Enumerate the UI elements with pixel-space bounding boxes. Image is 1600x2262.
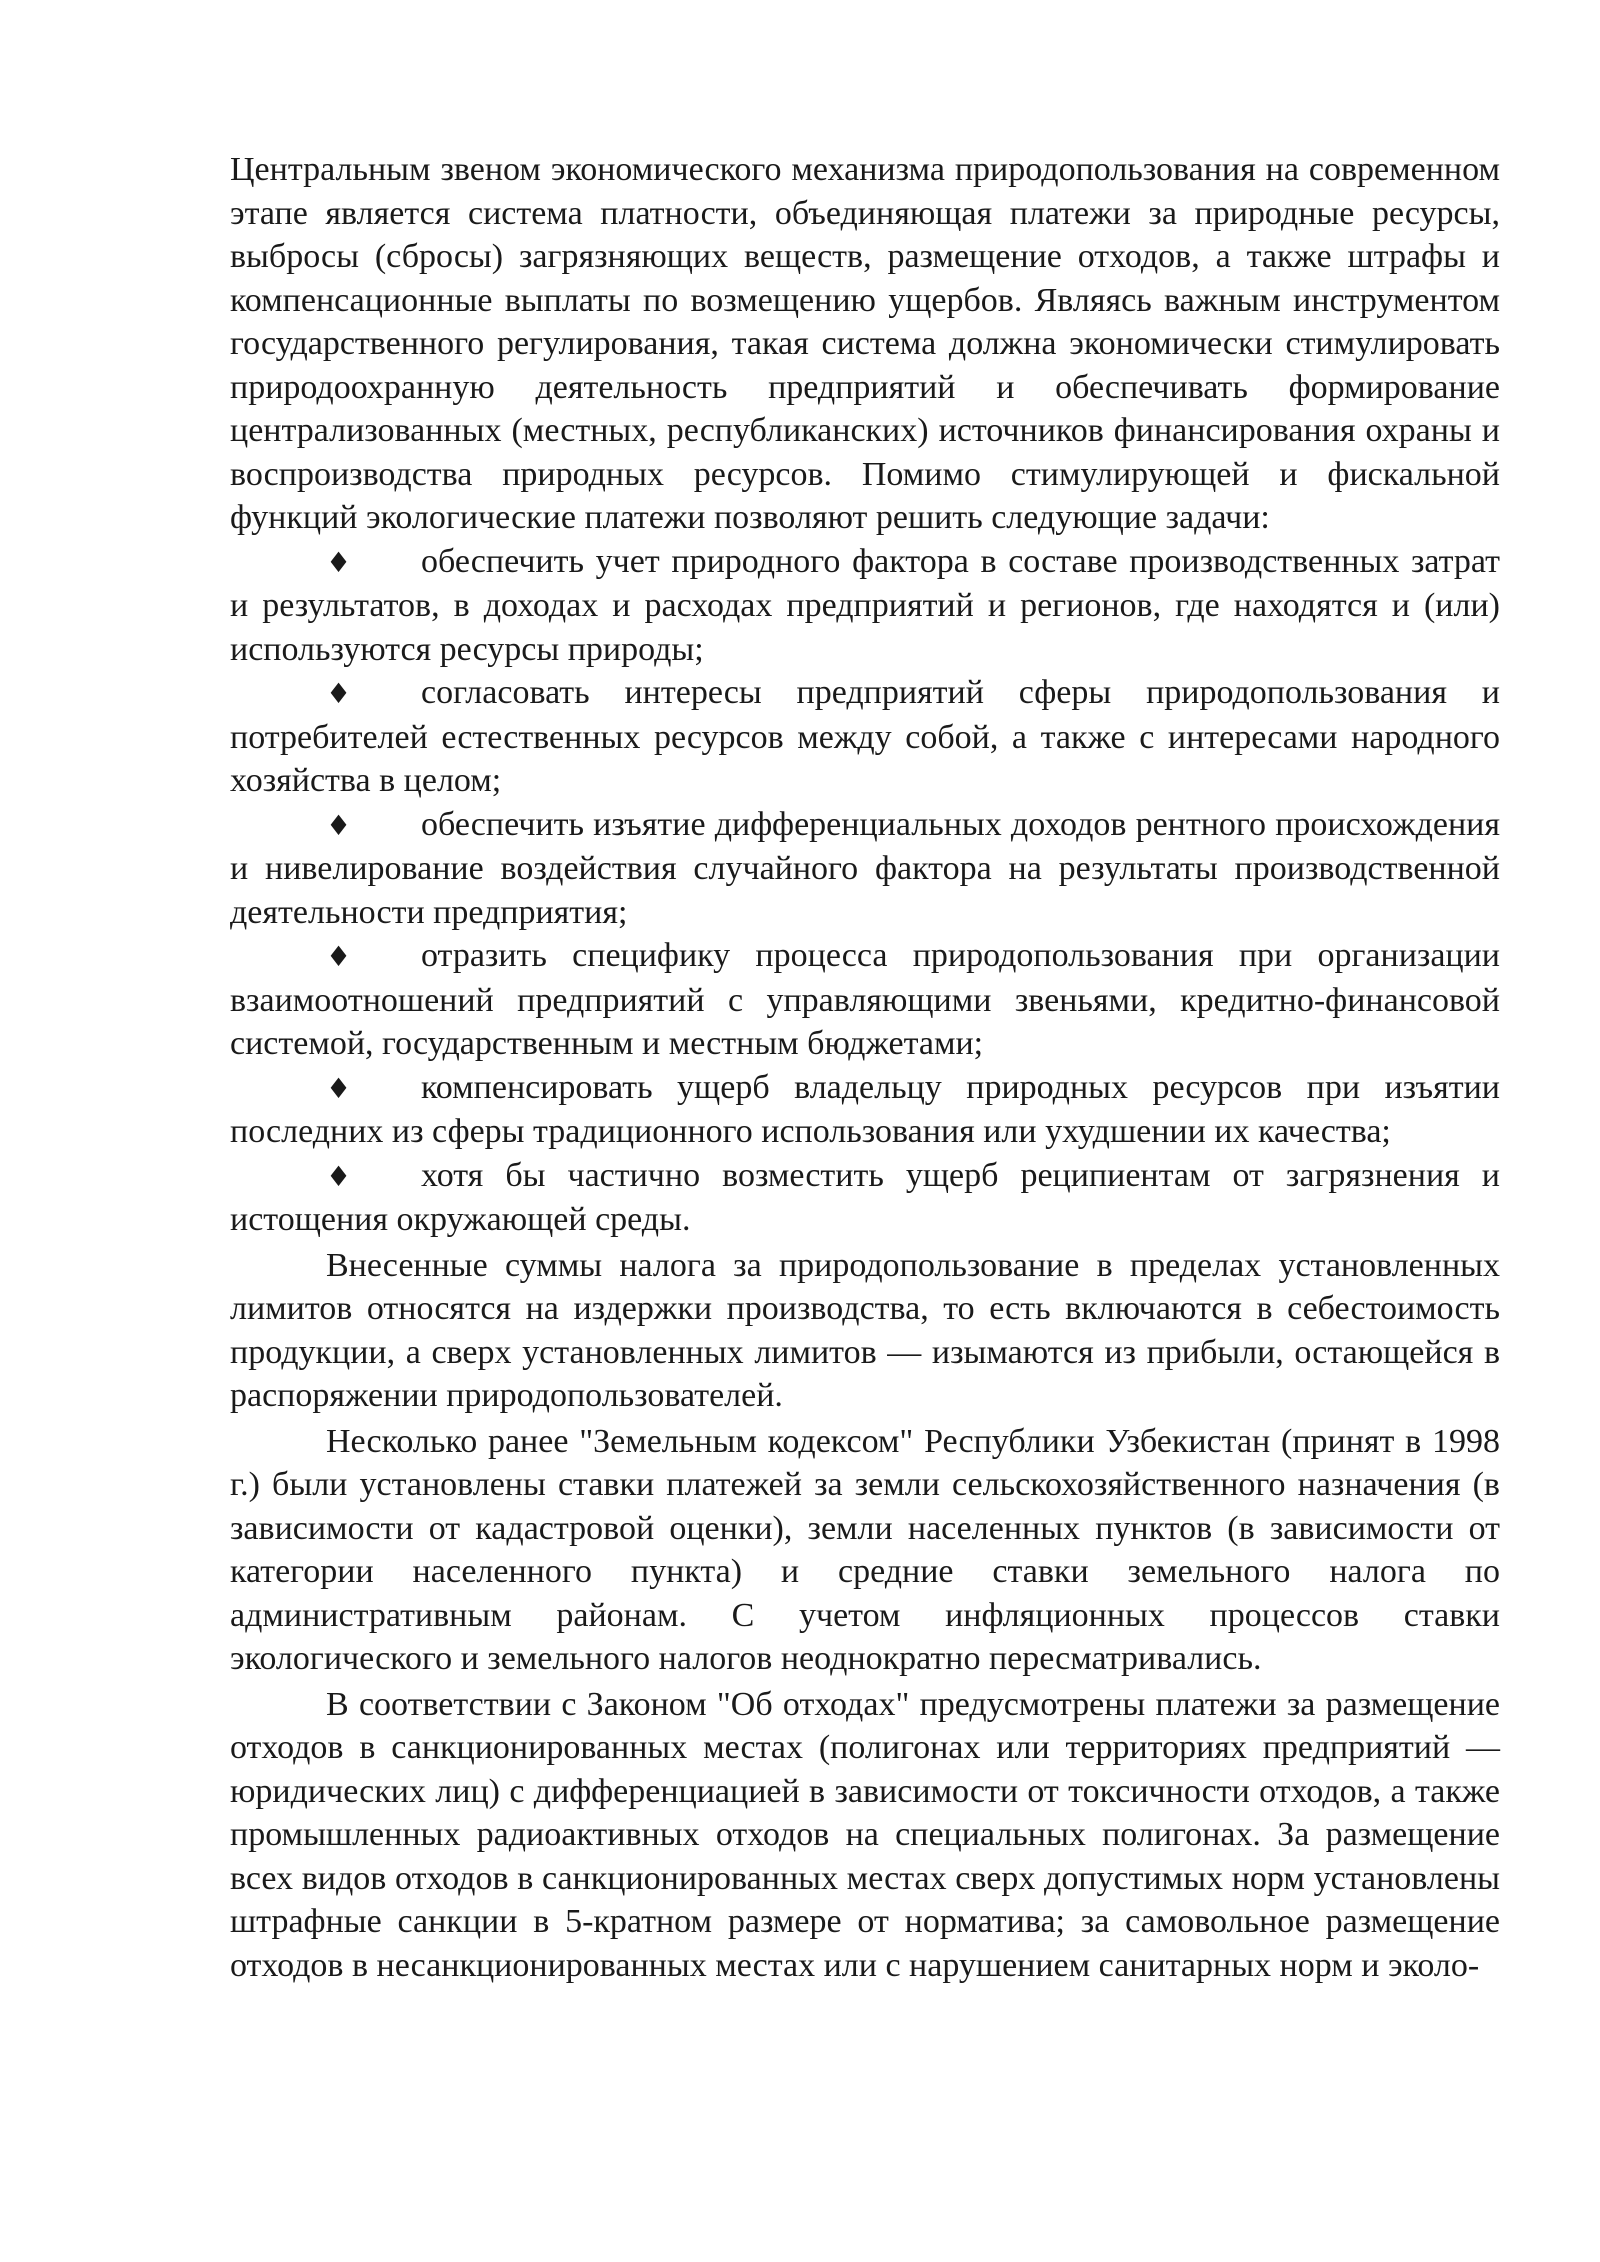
diamond-bullet-icon: ♦ <box>326 1159 352 1193</box>
bullet-item <box>230 1154 1500 1242</box>
diamond-bullet-icon: ♦ <box>326 545 352 579</box>
bullet-text: обеспечить изъятие дифференциальных доходов рентного происхождения и нивелирование воздействия случайного фактора на результаты производственной деятельности предприятия; <box>230 805 1500 931</box>
bullet-text: компенсировать ущерб владельцу природных ресурсов при изъятии последних из сферы традиционного использования или ухудшении их качества; <box>230 1068 1500 1150</box>
bullet-text: обеспечить учет природного фактора в составе производственных затрат и результатов, в доходах и расходах предприятий и регионов, где находятся и (или) используются ресурсы природы; <box>230 542 1500 668</box>
document-page <box>230 148 1500 1987</box>
body-paragraph: Внесенные суммы налога за природопользование в пределах установленных лимитов относятся на издержки производства, то есть включаются в себестоимость продукции, а сверх установленных лимитов — изымаются из прибыли, остающейся в распоряжении природопользователей. <box>230 1246 1500 1414</box>
bullet-item <box>230 934 1500 1066</box>
bullet-item <box>230 671 1500 803</box>
bullet-item <box>230 540 1500 672</box>
diamond-bullet-icon: ♦ <box>326 808 352 842</box>
body-paragraph: Несколько ранее "Земельным кодексом" Республики Узбекистан (принят в 1998 г.) были установлены ставки платежей за земли сельскохозяйственного назначения (в зависимости от кадастровой оценки), земли населенных пунктов (в зависимости от категории населенного пункта) и средние ставки земельного налога по административным районам. С учетом инфляционных процессов ставки экологического и земельного налогов неоднократно пересматривались. <box>230 1422 1500 1677</box>
intro-paragraph: Центральным звеном экономического механизма природопользования на современном этапе является система платности, объединяющая платежи за природные ресурсы, выбросы (сбросы) загрязняющих веществ, размещение отходов, а также штрафы и компенсационные выплаты по возмещению ущербов. Являясь важным инструментом государственного регулирования, такая система должна экономически стимулировать природоохранную деятельность предприятий и обеспечивать формирование централизованных (местных, республиканских) источников финансирования охраны и воспроизводства природных ресурсов. Помимо стимулирующей и фискальной функций экологические платежи позволяют решить следующие задачи: <box>230 151 1500 536</box>
diamond-bullet-icon: ♦ <box>326 1071 352 1105</box>
bullet-text: отразить специфику процесса природопользования при организации взаимоотношений предприятий с управляющими звеньями, кредитно-финансовой системой, государственным и местным бюджетами; <box>230 937 1500 1062</box>
body-paragraph: В соответствии с Законом "Об отходах" предусмотрены платежи за размещение отходов в санкционированных местах (полигонах или территориях предприятий — юридических лиц) с дифференциацией в зависимости от токсичности отходов, а также промышленных радиоактивных отходов на специальных полигонах. За размещение всех видов отходов в санкционированных местах сверх допустимых норм установлены штрафные санкции в 5-кратном размере от норматива; за самовольное размещение отходов в несанкционированных местах или с нарушением санитарных норм и эколо- <box>230 1685 1500 1984</box>
bullet-item <box>230 803 1500 935</box>
bullet-item <box>230 1066 1500 1154</box>
bullet-text: согласовать интересы предприятий сферы природопользования и потребителей естественных ресурсов между собой, а также с интересами народного хозяйства в целом; <box>230 674 1500 799</box>
bullet-text: хотя бы частично возместить ущерб реципиентам от загрязнения и истощения окружающей среды. <box>230 1156 1500 1238</box>
diamond-bullet-icon: ♦ <box>326 677 352 710</box>
diamond-bullet-icon: ♦ <box>326 940 352 973</box>
